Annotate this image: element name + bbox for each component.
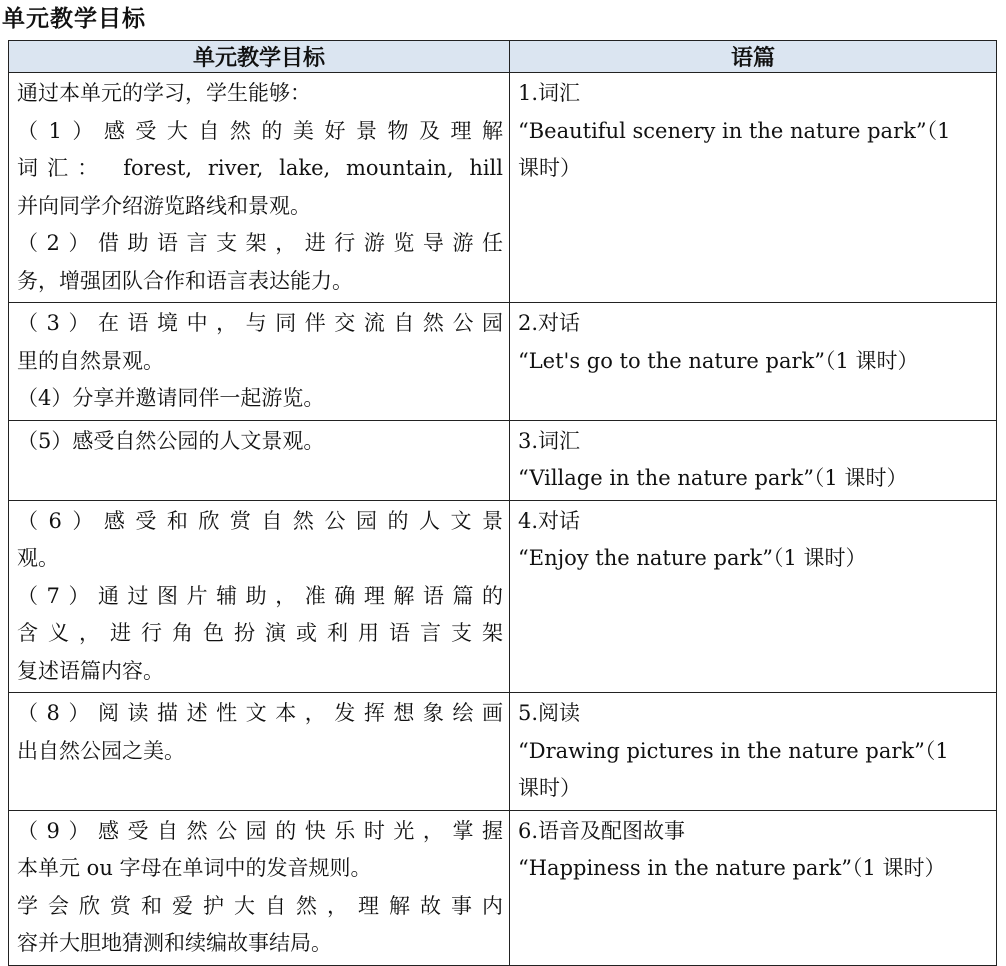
objective-line: （2）借助语言支架，进行游览导游任 <box>17 231 503 255</box>
text-type-label: 5.阅读 <box>518 701 581 725</box>
text-type-label: 1.词汇 <box>518 81 581 105</box>
text-title-line: 课时） <box>518 156 581 180</box>
objective-line: 通过本单元的学习，学生能够： <box>17 81 311 105</box>
table-body <box>9 73 997 966</box>
objective-line: （8）阅读描述性文本，发挥想象绘画 <box>17 701 503 725</box>
objective-line: （6）感受和欣赏自然公园的人文景 <box>17 508 503 533</box>
table-row <box>9 810 997 965</box>
table-row <box>9 693 997 811</box>
objective-line: 含义，进行角色扮演或利用语言支架 <box>17 621 503 645</box>
objective-line: （5）感受自然公园的人文景观。 <box>17 428 325 453</box>
objective-line: 出自然公园之美。 <box>17 738 185 763</box>
text-cell <box>510 420 997 500</box>
text-type-label: 4.对话 <box>518 508 581 533</box>
table-row <box>9 500 997 693</box>
text-title-line: “Enjoy the nature park”（1 课时） <box>518 546 867 570</box>
objective-line: 复述语篇内容。 <box>17 658 164 683</box>
objective-line <box>17 770 503 808</box>
objective-line: （1）感受大自然的美好景物及理解 <box>17 118 503 143</box>
text-type-label: 6.语音及配图故事 <box>518 818 686 843</box>
objective-line: 里的自然景观。 <box>17 348 164 373</box>
document-title: 单元教学目标 <box>2 6 146 32</box>
text-type-label: 3.词汇 <box>518 428 581 453</box>
objectives-cell <box>9 500 510 693</box>
text-type-label: 2.对话 <box>518 311 581 335</box>
objectives-cell <box>9 73 510 303</box>
text-title-line: “Village in the nature park”（1 课时） <box>518 466 908 490</box>
text-cell <box>510 73 997 303</box>
text-title-line: “Let's go to the nature park”（1 课时） <box>518 348 919 373</box>
text-cell <box>510 810 997 965</box>
table-row <box>9 420 997 500</box>
objective-line: 并向同学介绍游览路线和景观。 <box>17 193 311 218</box>
objective-line: 务，增强团队合作和语言表达能力。 <box>17 268 353 293</box>
header-objectives: 单元教学目标 <box>9 41 510 73</box>
text-cell <box>510 693 997 811</box>
objective-line: 观。 <box>17 546 59 570</box>
text-cell <box>510 500 997 693</box>
objective-line: 容并大胆地猜测和续编故事结局。 <box>17 931 332 955</box>
table-row <box>9 303 997 421</box>
unit-goals-table <box>8 40 997 966</box>
objective-line <box>17 460 503 498</box>
objective-line: （4）分享并邀请同伴一起游览。 <box>17 386 325 410</box>
table-row <box>9 73 997 303</box>
header-texts: 语篇 <box>510 41 997 73</box>
objectives-cell <box>9 303 510 421</box>
text-title-line: “Happiness in the nature park”（1 课时） <box>518 856 946 880</box>
table-header-row <box>9 41 997 73</box>
text-cell <box>510 303 997 421</box>
objective-line: （7）通过图片辅助，准确理解语篇的 <box>17 583 503 608</box>
objective-line: 词汇： forest, river, lake, mountain, hill <box>17 156 503 180</box>
objective-line: （3）在语境中，与同伴交流自然公园 <box>17 311 503 335</box>
objectives-cell <box>9 810 510 965</box>
objective-line: （9）感受自然公园的快乐时光，掌握 <box>17 818 503 843</box>
objective-line: 本单元 ou 字母在单词中的发音规则。 <box>17 856 372 880</box>
text-title-line: 课时） <box>518 776 581 800</box>
objectives-cell <box>9 693 510 811</box>
text-title-line: “Drawing pictures in the nature park”（1 <box>518 738 949 763</box>
objective-line: 学会欣赏和爱护大自然，理解故事内 <box>17 893 503 918</box>
objectives-cell <box>9 420 510 500</box>
text-title-line: “Beautiful scenery in the nature park”（1 <box>518 118 951 143</box>
